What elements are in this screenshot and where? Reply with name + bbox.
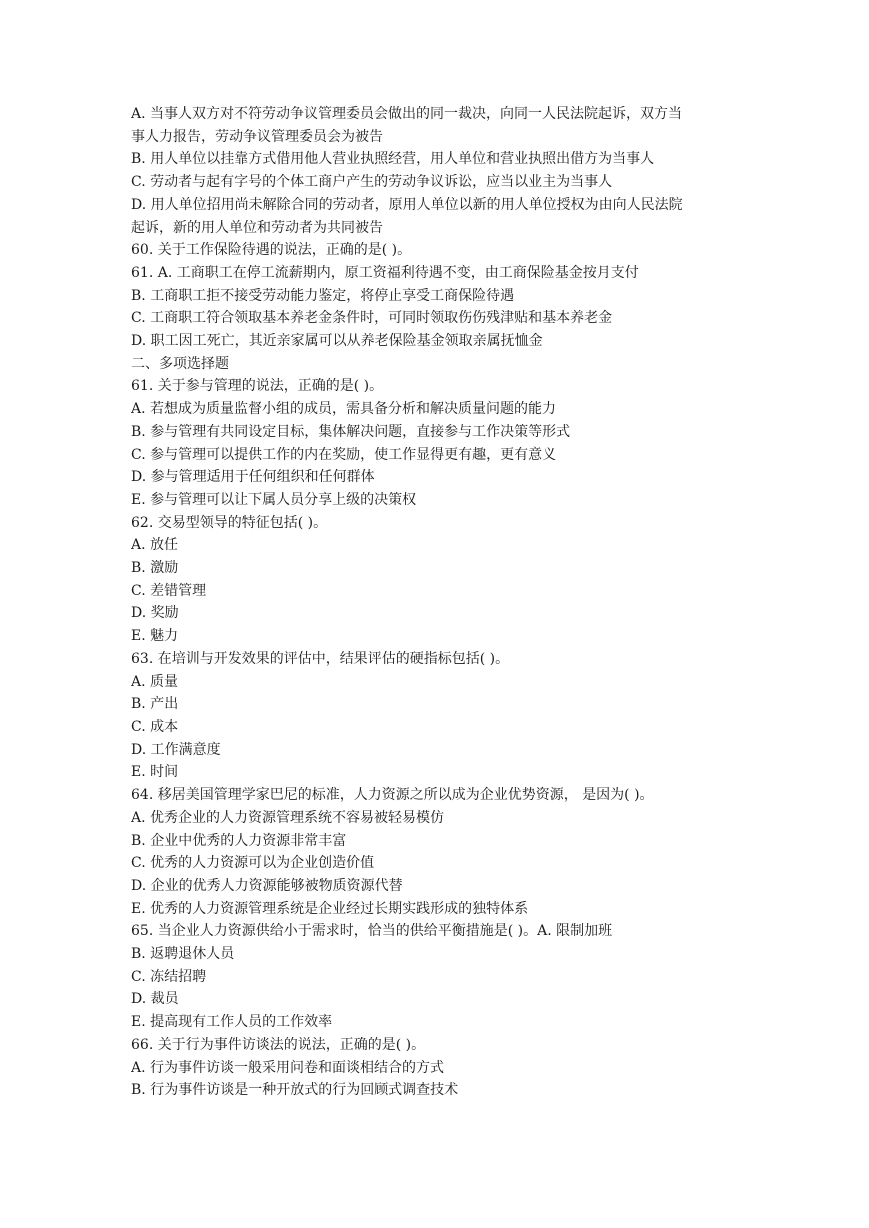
document-text <box>131 103 741 1102</box>
question-66: 66. 关于行为事件访谈法的说法，正确的是( )。 <box>131 1036 426 1053</box>
q66-option-b: B. 行为事件访谈是一种开放式的行为回顾式调查技术 <box>131 1082 459 1099</box>
q65-option-e: E. 提高现有工作人员的工作效率 <box>131 1014 333 1031</box>
q62-option-a: A. 放任 <box>131 537 179 554</box>
question-63: 63. 在培训与开发效果的评估中，结果评估的硬指标包括( )。 <box>131 650 510 667</box>
q61-option-b: B. 工商职工拒不接受劳动能力鉴定，将停止享受工商保险待遇 <box>131 287 515 304</box>
q63-option-d: D. 工作满意度 <box>131 741 221 758</box>
option-b: B. 用人单位以挂靠方式借用他人营业执照经营，用人单位和营业执照出借方为当事人 <box>131 151 655 168</box>
q62-option-e: E. 魅力 <box>131 628 179 645</box>
question-62: 62. 交易型领导的特征包括( )。 <box>131 514 328 531</box>
q63-option-e: E. 时间 <box>131 764 179 781</box>
q66-option-a: A. 行为事件访谈一般采用问卷和面谈相结合的方式 <box>131 1059 445 1076</box>
q64-option-e: E. 优秀的人力资源管理系统是企业经过长期实践形成的独特体系 <box>131 900 529 917</box>
q63-option-c: C. 成本 <box>131 718 179 735</box>
question-61-option-a: 61. A. 工商职工在停工流薪期内，原工资福利待遇不变，由工商保险基金按月支付 <box>131 264 639 281</box>
q62-option-d: D. 奖励 <box>131 605 179 622</box>
q64-option-b: B. 企业中优秀的人力资源非常丰富 <box>131 832 347 849</box>
q64-option-c: C. 优秀的人力资源可以为企业创造价值 <box>131 855 375 872</box>
section-heading-multiple-choice: 二、多项选择题 <box>131 355 229 372</box>
q61-option-c: C. 工商职工符合领取基本养老金条件时，可同时领取伤伤残津贴和基本养老金 <box>131 310 613 327</box>
q61m-option-a: A. 若想成为质量监督小组的成员，需具备分析和解决质量问题的能力 <box>131 401 557 418</box>
option-d-line-2: 起诉，新的用人单位和劳动者为共同被告 <box>131 219 383 236</box>
q65-option-d: D. 裁员 <box>131 991 179 1008</box>
q61-option-d: D. 职工因工死亡，其近亲家属可以从养老保险基金领取亲属抚恤金 <box>131 333 543 350</box>
q61m-option-e: E. 参与管理可以让下属人员分享上级的决策权 <box>131 491 417 508</box>
q62-option-b: B. 激励 <box>131 560 179 577</box>
question-65: 65. 当企业人力资源供给小于需求时，恰当的供给平衡措施是( )。A. 限制加班 <box>131 923 613 940</box>
option-a-line-1: A. 当事人双方对不符劳动争议管理委员会做出的同一裁决，向同一人民法院起诉，双方当 <box>131 106 683 122</box>
option-d-line-1: D. 用人单位招用尚未解除合同的劳动者，原用人单位以新的用人单位授权为由向人民法院 <box>131 196 683 213</box>
question-60: 60. 关于工作保险待遇的说法，正确的是( )。 <box>131 242 412 259</box>
q61m-option-c: C. 参与管理可以提供工作的内在奖励，使工作显得更有趣，更有意义 <box>131 446 557 463</box>
q61m-option-b: B. 参与管理有共同设定目标，集体解决问题，直接参与工作决策等形式 <box>131 423 571 440</box>
q63-option-a: A. 质量 <box>131 673 179 690</box>
q65-option-c: C. 冻结招聘 <box>131 968 207 985</box>
q62-option-c: C. 差错管理 <box>131 582 207 599</box>
q65-option-b: B. 返聘退休人员 <box>131 946 235 963</box>
q61m-option-d: D. 参与管理适用于任何组织和任何群体 <box>131 469 375 486</box>
q64-option-a: A. 优秀企业的人力资源管理系统不容易被轻易模仿 <box>131 809 445 826</box>
question-61-multi: 61. 关于参与管理的说法，正确的是( )。 <box>131 378 384 395</box>
question-64: 64. 移居美国管理学家巴尼的标准，人力资源之所以成为企业优势资源， 是因为( )。 <box>131 787 654 804</box>
option-a-line-2: 事人力报告，劳动争议管理委员会为被告 <box>131 128 383 145</box>
option-c: C. 劳动者与起有字号的个体工商户产生的劳动争议诉讼，应当以业主为当事人 <box>131 174 613 191</box>
q63-option-b: B. 产出 <box>131 696 179 713</box>
q64-option-d: D. 企业的优秀人力资源能够被物质资源代替 <box>131 877 403 894</box>
